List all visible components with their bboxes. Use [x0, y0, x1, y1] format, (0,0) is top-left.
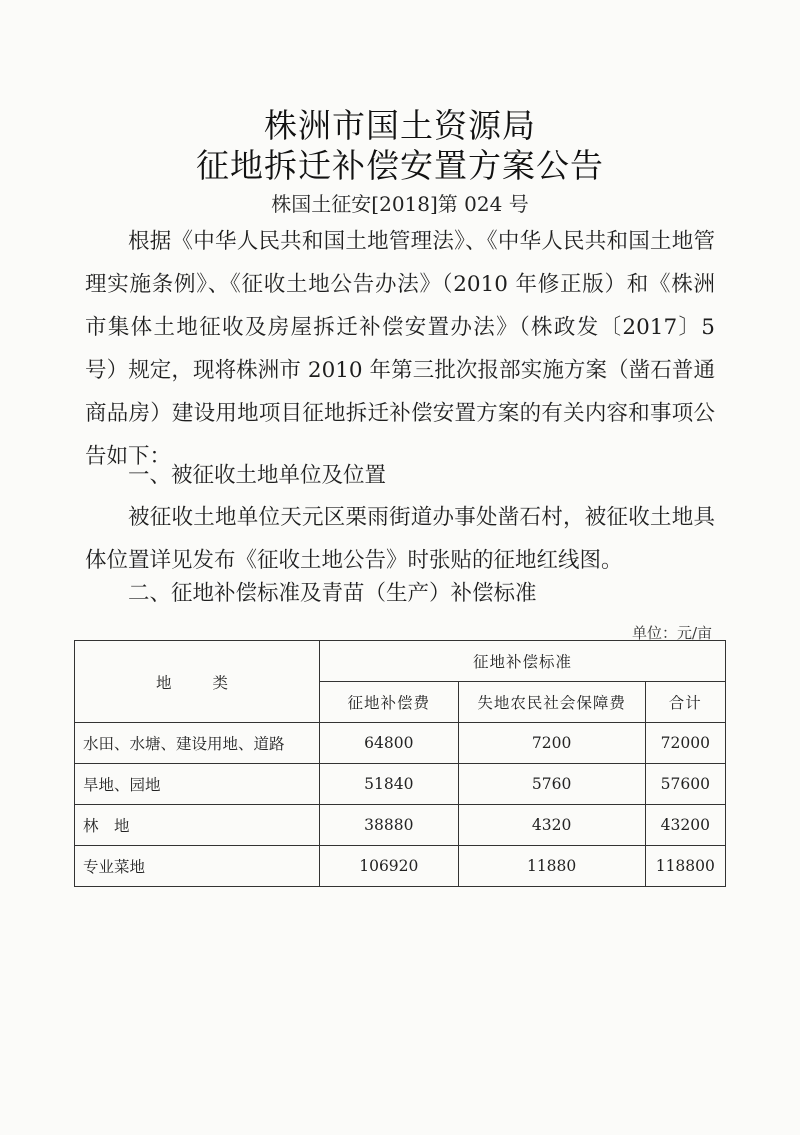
cell-fee: 38880 — [319, 805, 458, 846]
cell-fee: 51840 — [319, 764, 458, 805]
header-compensation-standard: 征地补偿标准 — [319, 641, 725, 682]
cell-land: 水田、水塘、建设用地、道路 — [75, 723, 320, 764]
table-row — [75, 723, 726, 764]
header-total: 合计 — [645, 682, 725, 723]
document-number: 株国土征安[2018]第 024 号 — [271, 192, 529, 216]
cell-social: 7200 — [458, 723, 645, 764]
cell-land: 旱地、园地 — [75, 764, 320, 805]
table-header-row-1 — [75, 641, 726, 682]
unit-label: 单位：元/亩 — [631, 624, 712, 642]
cell-total: 118800 — [645, 846, 725, 887]
table-row — [75, 846, 726, 887]
cell-total: 57600 — [645, 764, 725, 805]
cell-fee: 64800 — [319, 723, 458, 764]
cell-social: 5760 — [458, 764, 645, 805]
title-line-2: 征地拆迁补偿安置方案公告 — [196, 146, 604, 185]
cell-fee: 106920 — [319, 846, 458, 887]
section-2-heading: 二、征地补偿标准及青苗（生产）补偿标准 — [128, 581, 537, 606]
cell-land: 林 地 — [75, 805, 320, 846]
cell-social: 4320 — [458, 805, 645, 846]
table-row — [75, 805, 726, 846]
intro-paragraph: 根据《中华人民共和国土地管理法》、《中华人民共和国土地管理实施条例》、《征收土地公告办法》（2010 年修正版）和《株洲市集体土地征收及房屋拆迁补偿安置办法》（株政发〔2017〕5 号）规定，现将株洲市 2010 年第三批次报部实施方案（凿石普通商品房）建设用地项目征地拆迁补偿安置方案的有关内容和事项公告如下： — [85, 229, 715, 469]
cell-total: 72000 — [645, 723, 725, 764]
cell-land: 专业菜地 — [75, 846, 320, 887]
cell-total: 43200 — [645, 805, 725, 846]
header-social-security: 失地农民社会保障费 — [458, 682, 645, 723]
cell-social: 11880 — [458, 846, 645, 887]
header-land-type: 地 类 — [75, 641, 320, 723]
compensation-table — [74, 640, 726, 887]
table-row — [75, 764, 726, 805]
title-line-1: 株洲市国土资源局 — [264, 106, 536, 145]
section-1-text: 被征收土地单位天元区栗雨街道办事处凿石村，被征收土地具体位置详见发布《征收土地公告》时张贴的征地红线图。 — [85, 505, 715, 573]
header-land-fee: 征地补偿费 — [319, 682, 458, 723]
section-1-heading: 一、被征收土地单位及位置 — [128, 463, 387, 488]
